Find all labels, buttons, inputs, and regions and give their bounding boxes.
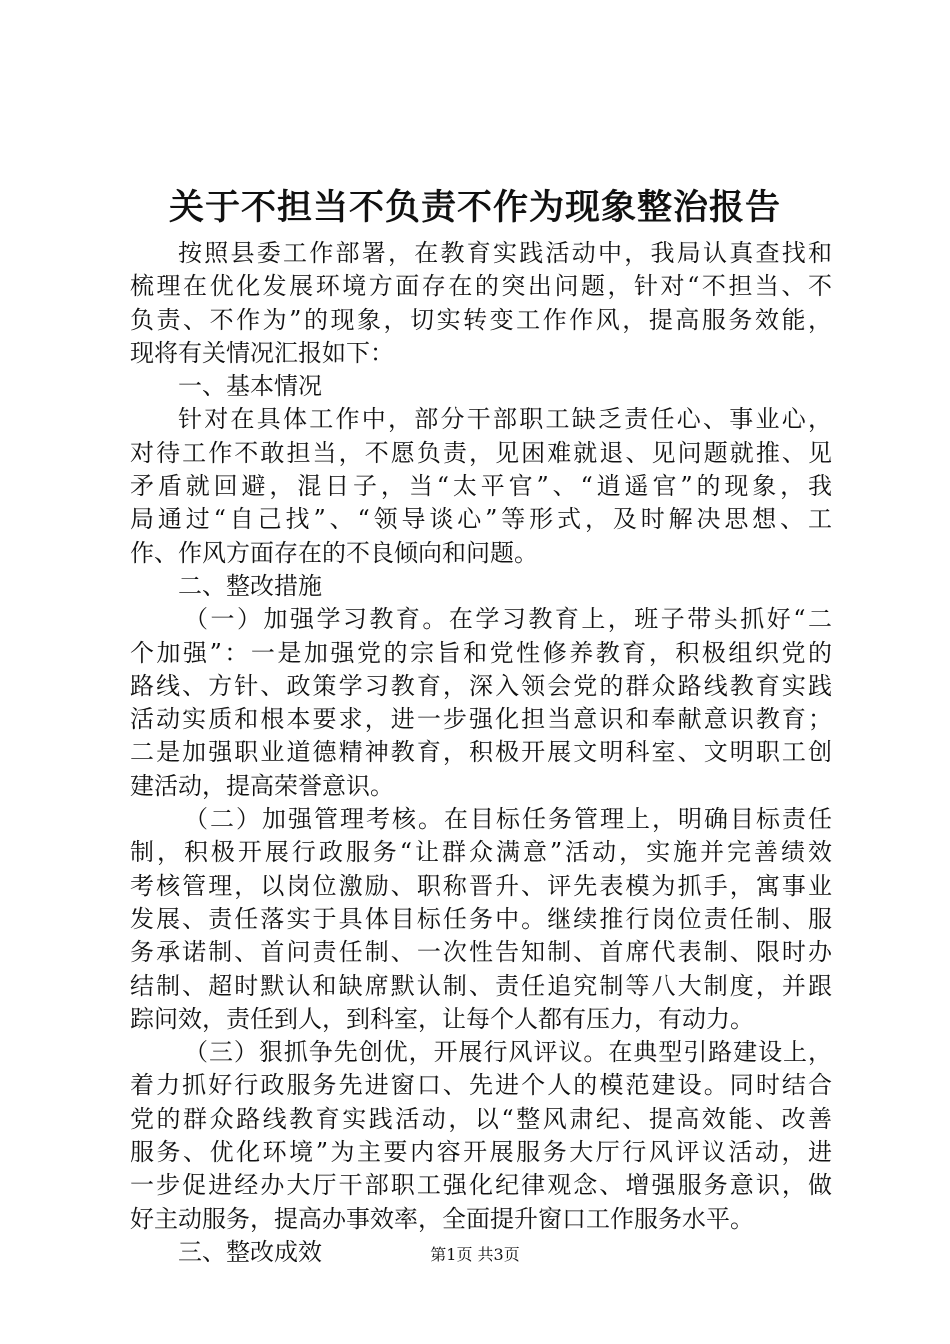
text-line: 针对在具体工作中，部分干部职工缺乏责任心、事业心， bbox=[178, 405, 832, 434]
text-line: 踪问效，责任到人，到科室，让每个人都有压力，有动力。 bbox=[130, 1004, 754, 1033]
text-line: 好主动服务，提高办事效率，全面提升窗口工作服务水平。 bbox=[130, 1204, 754, 1233]
text-line: 制，积极开展行政服务“让群众满意”活动，实施并完善绩效 bbox=[130, 838, 832, 867]
text-line: 二是加强职业道德精神教育，积极开展文明科室、文明职工创 bbox=[130, 738, 832, 767]
page-footer: 第1页 共3页 bbox=[430, 1245, 520, 1264]
text-line: 二、整改措施 bbox=[178, 571, 322, 600]
text-line: 梳理在优化发展环境方面存在的突出问题，针对“不担当、不 bbox=[130, 272, 832, 301]
text-line: 活动实质和根本要求，进一步强化担当意识和奉献意识教育； bbox=[130, 705, 832, 734]
document-body bbox=[130, 237, 832, 1269]
text-line: 局通过“自己找”、“领导谈心”等形式，及时解决思想、工 bbox=[130, 505, 832, 534]
text-line: 矛盾就回避，混日子，当“太平官”、“逍遥官”的现象，我 bbox=[130, 472, 832, 501]
text-line: 一、基本情况 bbox=[178, 372, 322, 401]
text-line: 个加强”：一是加强党的宗旨和党性修养教育，积极组织党的 bbox=[130, 638, 832, 667]
text-line: 建活动，提高荣誉意识。 bbox=[130, 771, 394, 800]
text-line: （三）狠抓争先创优，开展行风评议。在典型引路建设上， bbox=[184, 1038, 832, 1067]
text-line: 务承诺制、首问责任制、一次性告知制、首席代表制、限时办 bbox=[130, 938, 832, 967]
text-line: 发展、责任落实于具体目标任务中。继续推行岗位责任制、服 bbox=[130, 904, 832, 933]
text-line: 三、整改成效 bbox=[178, 1237, 322, 1266]
text-line: 服务、优化环境”为主要内容开展服务大厅行风评议活动，进 bbox=[130, 1138, 832, 1167]
text-line: 作、作风方面存在的不良倾向和问题。 bbox=[130, 538, 538, 567]
text-line: （一）加强学习教育。在学习教育上，班子带头抓好“二 bbox=[184, 605, 832, 634]
text-line: 党的群众路线教育实践活动，以“整风肃纪、提高效能、改善 bbox=[130, 1104, 832, 1133]
text-line: 现将有关情况汇报如下： bbox=[130, 338, 394, 367]
text-line: 着力抓好行政服务先进窗口、先进个人的模范建设。同时结合 bbox=[130, 1071, 832, 1100]
text-line: 路线、方针、政策学习教育，深入领会党的群众路线教育实践 bbox=[130, 671, 832, 700]
text-line: 考核管理，以岗位激励、职称晋升、评先表模为抓手，寓事业 bbox=[130, 871, 832, 900]
document-title: 关于不担当不负责不作为现象整治报告 bbox=[168, 187, 781, 228]
text-line: （二）加强管理考核。在目标任务管理上，明确目标责任 bbox=[184, 805, 832, 834]
text-line: 负责、不作为”的现象，切实转变工作作风，提高服务效能， bbox=[130, 305, 832, 334]
text-line: 按照县委工作部署，在教育实践活动中，我局认真查找和 bbox=[178, 239, 832, 267]
text-line: 对待工作不敢担当，不愿负责，见困难就退、见问题就推、见 bbox=[130, 438, 832, 467]
text-line: 结制、超时默认和缺席默认制、责任追究制等八大制度，并跟 bbox=[130, 971, 832, 1000]
text-line: 一步促进经办大厅干部职工强化纪律观念、增强服务意识，做 bbox=[130, 1171, 832, 1200]
